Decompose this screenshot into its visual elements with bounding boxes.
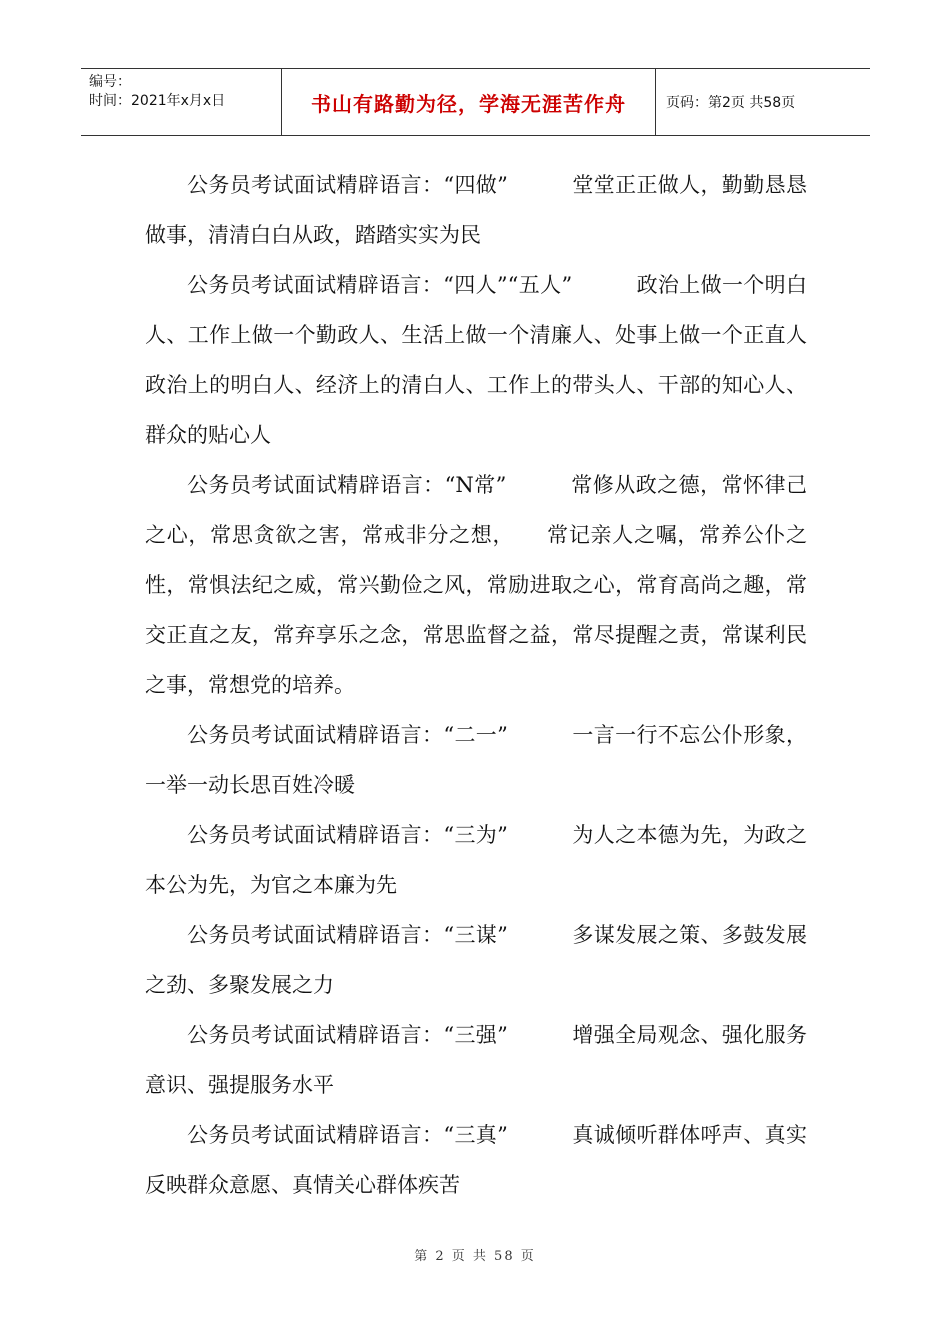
paragraph: 公务员考试面试精辟语言：“二一” 一言一行不忘公仆形象，一举一动长思百姓冷暖 — [145, 723, 807, 797]
page-footer: 第 2 页 共 58 页 — [414, 1249, 536, 1264]
paragraph: 公务员考试面试精辟语言：“N常” 常修从政之德，常怀律己之心，常思贪欲之害，常戒非分之想， 常记亲人之嘱，常养公仆之性，常惧法纪之威，常兴勤俭之风，常励进取之心，常育高尚之趣，常交正直之友，常弃享乐之念，常思监督之益，常尽提醒之责，常谋利民之事，常想党的培养。 — [145, 473, 807, 697]
time-label: 时间：2021年x月x日 — [89, 93, 226, 109]
paragraph: 公务员考试面试精辟语言：“三强” 增强全局观念、强化服务意识、强提服务水平 — [145, 1023, 807, 1097]
document-body — [145, 160, 849, 1210]
paragraph: 公务员考试面试精辟语言：“四做” 堂堂正正做人，勤勤恳恳做事，清清白白从政，踏踏实实为民 — [145, 173, 807, 247]
paragraph: 公务员考试面试精辟语言：“四人”“五人” 政治上做一个明白人、工作上做一个勤政人、生活上做一个清廉人、处事上做一个正直人 政治上的明白人、经济上的清白人、工作上的带头人、干部的知心人、群众的贴心人 — [145, 273, 849, 447]
paragraph: 公务员考试面试精辟语言：“三谋” 多谋发展之策、多鼓发展之劲、多聚发展之力 — [145, 923, 807, 997]
header-page-info: 页码：第2页 共58页 — [666, 95, 796, 111]
header-meta — [81, 69, 282, 135]
number-label: 编号： — [89, 74, 131, 90]
document-header — [81, 68, 870, 136]
paragraph: 公务员考试面试精辟语言：“三为” 为人之本德为先，为政之本公为先，为官之本廉为先 — [145, 823, 807, 897]
header-motto: 书山有路勤为径，学海无涯苦作舟 — [282, 69, 656, 135]
paragraph: 公务员考试面试精辟语言：“三真” 真诚倾听群体呼声、真实反映群众意愿、真情关心群体疾苦 — [145, 1123, 807, 1197]
